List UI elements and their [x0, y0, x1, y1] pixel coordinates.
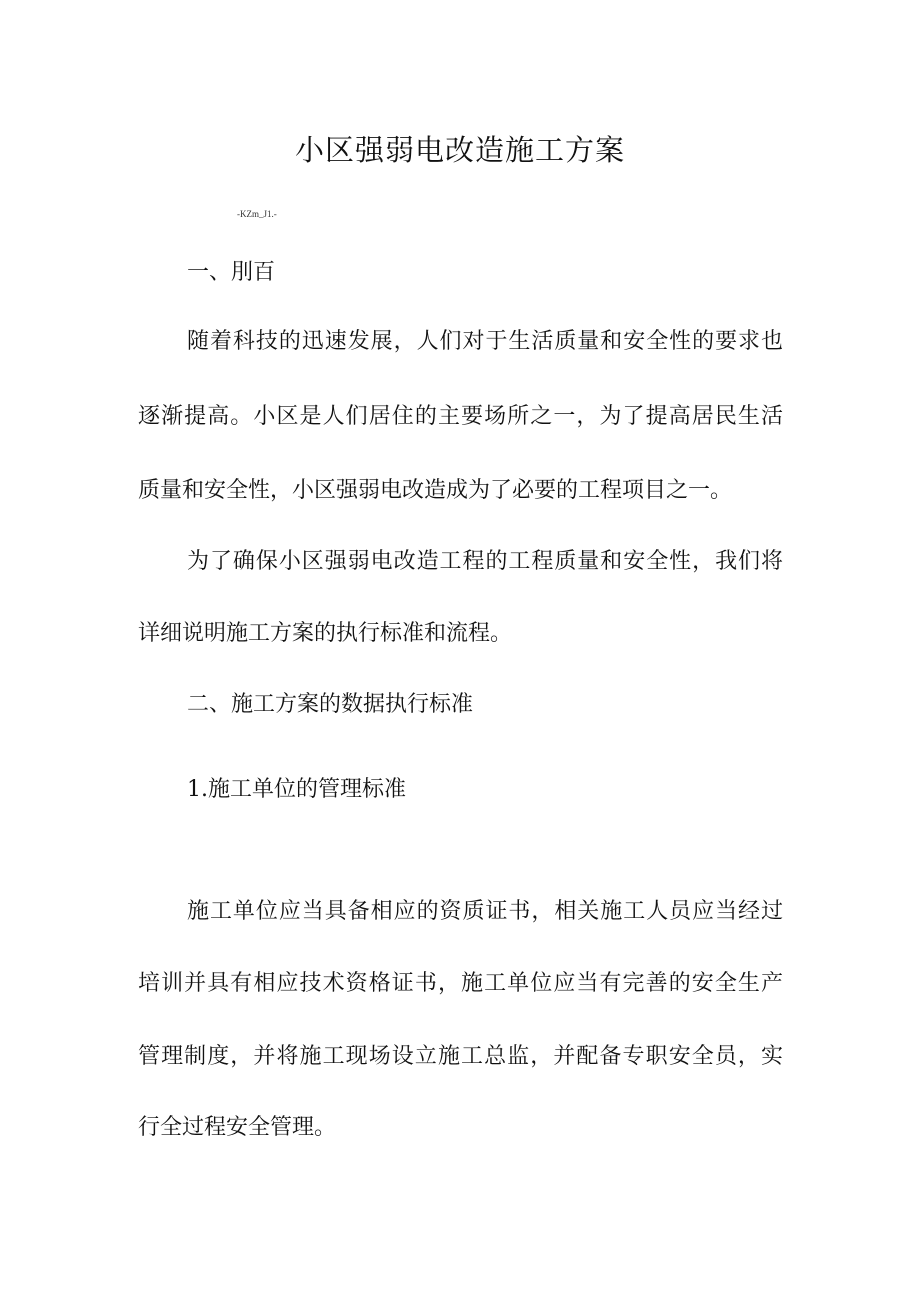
- paragraph-line: 施工单位应当具备相应的资质证书，相关施工人员应当经过: [187, 899, 783, 924]
- paragraph-line: 行全过程安全管理。: [138, 1115, 337, 1140]
- paragraph-line: 管理制度，并将施工现场设立施工总监，并配备专职安全员，实: [138, 1044, 783, 1069]
- paragraph-line: 逐渐提高。小区是人们居住的主要场所之一，为了提高居民生活: [138, 404, 783, 429]
- subsection-heading-management: 1.施工单位的管理标准: [187, 777, 406, 802]
- paragraph-line: 培训并具有相应技术资格证书，施工单位应当有完善的安全生产: [138, 971, 783, 996]
- paragraph-line: 质量和安全性，小区强弱电改造成为了必要的工程项目之一。: [138, 478, 733, 503]
- section-heading-standards: 二、施工方案的数据执行标准: [187, 692, 474, 717]
- paragraph-line: 为了确保小区强弱电改造工程的工程质量和安全性，我们将: [187, 549, 783, 574]
- document-title: 小区强弱电改造施工方案: [294, 133, 625, 167]
- paragraph-line: 详细说明施工方案的执行标准和流程。: [138, 621, 513, 646]
- section-heading-preface: 一、刖百: [187, 260, 276, 285]
- document-subtag: -KZm_J1.-: [237, 209, 277, 219]
- paragraph-line: 随着科技的迅速发展，人们对于生活质量和安全性的要求也: [187, 329, 783, 354]
